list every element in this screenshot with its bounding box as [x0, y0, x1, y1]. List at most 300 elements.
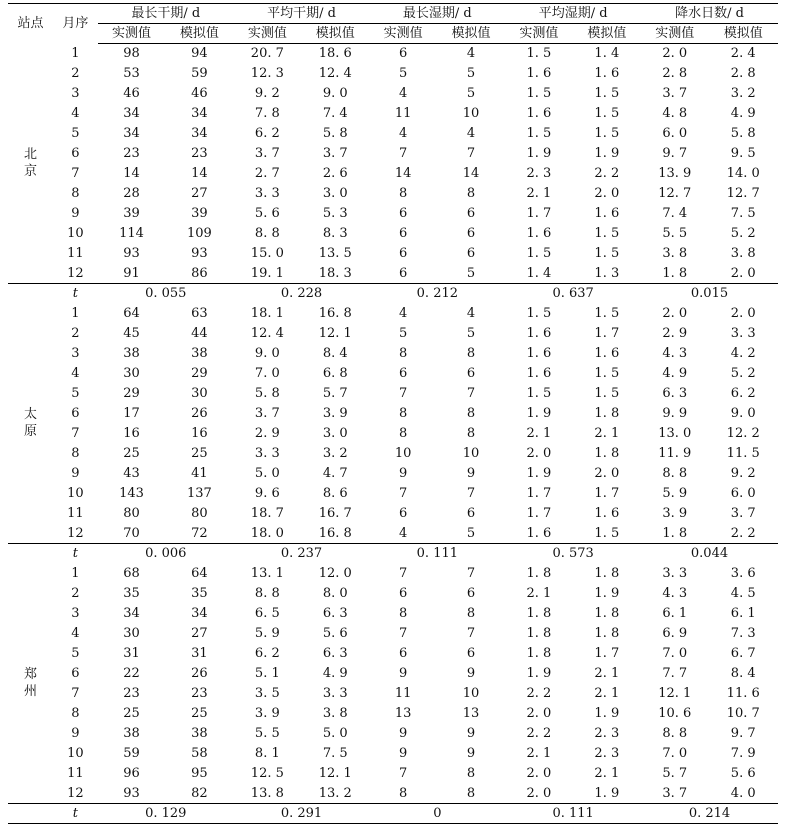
- month-cell: 5: [71, 126, 80, 141]
- observed-cell: 80: [123, 506, 140, 521]
- simulated-cell: 9: [466, 746, 476, 761]
- observed-cell: 6: [398, 366, 408, 381]
- t-label: t: [53, 804, 98, 824]
- simulated-cell: 35: [191, 586, 208, 601]
- month-cell: 7: [71, 686, 80, 701]
- simulated-cell: 9: [466, 466, 476, 481]
- month-cell: 5: [71, 386, 80, 401]
- simulated-cell: 2. 8: [730, 66, 756, 81]
- month-cell: 12: [67, 785, 84, 801]
- simulated-cell: 7. 9: [730, 746, 756, 761]
- table-row: [8, 724, 778, 744]
- simulated-cell: 5. 2: [730, 226, 756, 241]
- observed-cell: 34: [123, 106, 140, 121]
- table-row: [8, 64, 778, 84]
- simulated-cell: 1. 7: [594, 326, 620, 341]
- table-row: [8, 464, 778, 484]
- simulated-cell: 3. 9: [322, 406, 348, 421]
- observed-cell: 13. 9: [658, 166, 692, 181]
- observed-cell: 8: [398, 785, 408, 801]
- t-value: 0. 237: [234, 544, 370, 564]
- blank-cell: [8, 804, 53, 824]
- table-row: [8, 644, 778, 664]
- observed-cell: 8. 1: [254, 746, 280, 761]
- observed-cell: 2. 7: [254, 166, 280, 181]
- simulated-cell: 10. 7: [726, 706, 760, 721]
- observed-cell: 28: [123, 186, 140, 201]
- simulated-cell: 13. 5: [318, 246, 352, 261]
- observed-cell: 8: [398, 186, 408, 201]
- month-cell: 6: [71, 666, 80, 681]
- t-label: t: [53, 544, 98, 564]
- observed-cell: 1. 4: [526, 265, 552, 281]
- table-header: [8, 4, 778, 44]
- simulated-cell: 1. 8: [594, 626, 620, 641]
- observed-cell: 14: [123, 166, 140, 181]
- table-row: [8, 264, 778, 284]
- observed-cell: 30: [123, 366, 140, 381]
- simulated-cell: 5: [466, 326, 476, 341]
- month-cell: 12: [67, 525, 84, 541]
- observed-cell: 18. 0: [250, 525, 284, 541]
- observed-cell: 96: [123, 766, 140, 781]
- simulated-cell: 8: [466, 766, 476, 781]
- simulated-cell: 7: [466, 146, 476, 161]
- observed-cell: 3. 9: [662, 506, 688, 521]
- simulated-cell: 3. 3: [730, 326, 756, 341]
- simulated-cell: 6: [466, 586, 476, 601]
- t-stat-row: [8, 284, 778, 304]
- observed-cell: 2. 2: [526, 686, 552, 701]
- table-row: [8, 304, 778, 324]
- observed-cell: 1. 7: [526, 206, 552, 221]
- month-cell: 6: [71, 406, 80, 421]
- simulated-cell: 6: [466, 226, 476, 241]
- simulated-cell: 10: [462, 106, 480, 121]
- simulated-cell: 26: [191, 666, 208, 681]
- observed-cell: 3. 3: [254, 446, 280, 461]
- observed-cell: 2. 0: [662, 46, 688, 62]
- observed-cell: 1. 6: [526, 525, 552, 541]
- header-month: 月序: [62, 16, 89, 32]
- observed-cell: 6. 3: [662, 386, 688, 401]
- simulated-cell: 44: [191, 326, 208, 341]
- sub-simulated: 模拟值: [573, 24, 641, 44]
- simulated-cell: 82: [191, 785, 208, 801]
- simulated-cell: 9. 0: [322, 86, 348, 101]
- simulated-cell: 7. 4: [322, 106, 348, 121]
- table-row: [8, 784, 778, 804]
- observed-cell: 13. 0: [658, 426, 692, 441]
- observed-cell: 9: [398, 666, 408, 681]
- month-cell: 10: [67, 486, 84, 501]
- simulated-cell: 5: [466, 86, 476, 101]
- sub-simulated: 模拟值: [437, 24, 505, 44]
- observed-cell: 5. 9: [254, 626, 280, 641]
- observed-cell: 7: [398, 566, 408, 581]
- observed-cell: 59: [123, 746, 140, 761]
- observed-cell: 1. 8: [526, 606, 552, 621]
- observed-cell: 8: [398, 426, 408, 441]
- observed-cell: 12. 3: [250, 66, 284, 81]
- observed-cell: 6: [398, 265, 408, 281]
- observed-cell: 6: [398, 206, 408, 221]
- month-cell: 4: [71, 106, 80, 121]
- observed-cell: 4. 3: [662, 586, 688, 601]
- observed-cell: 53: [123, 66, 140, 81]
- simulated-cell: 1. 5: [594, 246, 620, 261]
- simulated-cell: 8: [466, 406, 476, 421]
- table-row: [8, 484, 778, 504]
- observed-cell: 2. 8: [662, 66, 688, 81]
- simulated-cell: 25: [191, 706, 208, 721]
- observed-cell: 11. 9: [658, 446, 692, 461]
- sub-simulated: 模拟值: [301, 24, 369, 44]
- simulated-cell: 8. 6: [322, 486, 348, 501]
- t-value: 0. 637: [505, 284, 641, 304]
- sub-observed: 实测值: [98, 24, 165, 44]
- simulated-cell: 1. 5: [594, 366, 620, 381]
- simulated-cell: 6. 3: [322, 646, 348, 661]
- observed-cell: 1. 8: [526, 626, 552, 641]
- simulated-cell: 11. 6: [726, 686, 760, 701]
- month-cell: 3: [71, 606, 80, 621]
- observed-cell: 23: [123, 146, 140, 161]
- header-mean-wet-spell: 平均湿期/ d: [505, 4, 641, 24]
- table-row: [8, 744, 778, 764]
- sub-simulated: 模拟值: [708, 24, 778, 44]
- observed-cell: 7. 4: [662, 206, 688, 221]
- t-value: 0. 055: [98, 284, 234, 304]
- observed-cell: 7: [398, 146, 408, 161]
- simulated-cell: 18. 3: [318, 265, 352, 281]
- observed-cell: 12. 5: [250, 766, 284, 781]
- observed-cell: 5. 1: [254, 666, 280, 681]
- simulated-cell: 9: [466, 726, 476, 741]
- simulated-cell: 5: [466, 525, 476, 541]
- observed-cell: 34: [123, 606, 140, 621]
- simulated-cell: 1. 6: [594, 506, 620, 521]
- simulated-cell: 14: [462, 166, 480, 181]
- t-value: 0. 111: [369, 544, 505, 564]
- month-cell: 1: [71, 566, 80, 581]
- observed-cell: 34: [123, 126, 140, 141]
- observed-cell: 13. 1: [250, 566, 284, 581]
- observed-cell: 9. 2: [254, 86, 280, 101]
- t-stat-row: [8, 544, 778, 564]
- blank-cell: [8, 544, 53, 564]
- simulated-cell: 4. 7: [322, 466, 348, 481]
- table-row: [8, 524, 778, 544]
- simulated-cell: 26: [191, 406, 208, 421]
- table-row: [8, 84, 778, 104]
- simulated-cell: 1. 5: [594, 386, 620, 401]
- t-value: 0. 291: [234, 804, 370, 824]
- simulated-cell: 5. 6: [730, 766, 756, 781]
- observed-cell: 3. 7: [662, 86, 688, 101]
- t-value: 0. 111: [505, 804, 641, 824]
- table-row: [8, 364, 778, 384]
- table-row: [8, 204, 778, 224]
- simulated-cell: 6. 0: [730, 486, 756, 501]
- simulated-cell: 1. 6: [594, 66, 620, 81]
- simulated-cell: 1. 4: [594, 46, 620, 62]
- sub-observed: 实测值: [234, 24, 301, 44]
- simulated-cell: 1. 5: [594, 106, 620, 121]
- observed-cell: 12. 4: [250, 326, 284, 341]
- simulated-cell: 9. 2: [730, 466, 756, 481]
- observed-cell: 64: [123, 306, 140, 321]
- simulated-cell: 3. 2: [730, 86, 756, 101]
- observed-cell: 5: [398, 326, 408, 341]
- simulated-cell: 6: [466, 506, 476, 521]
- table-row: [8, 344, 778, 364]
- simulated-cell: 8: [466, 785, 476, 801]
- simulated-cell: 1. 5: [594, 306, 620, 321]
- month-cell: 8: [71, 446, 80, 461]
- observed-cell: 1. 6: [526, 346, 552, 361]
- simulated-cell: 12. 4: [318, 66, 352, 81]
- simulated-cell: 3. 3: [322, 686, 348, 701]
- observed-cell: 2. 1: [526, 426, 552, 441]
- t-value: 0. 212: [369, 284, 505, 304]
- simulated-cell: 2. 1: [594, 426, 620, 441]
- simulated-cell: 2. 0: [594, 186, 620, 201]
- observed-cell: 5. 8: [254, 386, 280, 401]
- observed-cell: 93: [123, 785, 140, 801]
- simulated-cell: 7: [466, 566, 476, 581]
- simulated-cell: 13. 2: [318, 785, 352, 801]
- observed-cell: 5. 9: [662, 486, 688, 501]
- simulated-cell: 86: [191, 265, 208, 281]
- table-row: [8, 104, 778, 124]
- simulated-cell: 5. 3: [322, 206, 348, 221]
- simulated-cell: 4. 2: [730, 346, 756, 361]
- observed-cell: 3. 7: [254, 146, 280, 161]
- observed-cell: 6. 1: [662, 606, 688, 621]
- observed-cell: 7: [398, 626, 408, 641]
- observed-cell: 45: [123, 326, 140, 341]
- simulated-cell: 64: [191, 566, 208, 581]
- simulated-cell: 109: [187, 226, 212, 241]
- observed-cell: 9: [398, 746, 408, 761]
- observed-cell: 29: [123, 386, 140, 401]
- simulated-cell: 38: [191, 726, 208, 741]
- simulated-cell: 14: [191, 166, 208, 181]
- simulated-cell: 1. 9: [594, 586, 620, 601]
- simulated-cell: 38: [191, 346, 208, 361]
- simulated-cell: 16. 8: [318, 306, 352, 321]
- simulated-cell: 7. 5: [322, 746, 348, 761]
- observed-cell: 39: [123, 206, 140, 221]
- simulated-cell: 12. 1: [318, 326, 352, 341]
- month-cell: 4: [71, 626, 80, 641]
- observed-cell: 9: [398, 466, 408, 481]
- observed-cell: 1. 6: [526, 226, 552, 241]
- simulated-cell: 3. 8: [730, 246, 756, 261]
- simulated-cell: 3. 6: [730, 566, 756, 581]
- observed-cell: 7. 8: [254, 106, 280, 121]
- simulated-cell: 1. 5: [594, 525, 620, 541]
- month-cell: 8: [71, 706, 80, 721]
- header-station: 站点: [17, 16, 44, 32]
- observed-cell: 43: [123, 466, 140, 481]
- t-value: 0. 214: [641, 804, 778, 824]
- observed-cell: 6: [398, 506, 408, 521]
- observed-cell: 9. 9: [662, 406, 688, 421]
- simulated-cell: 8. 4: [730, 666, 756, 681]
- simulated-cell: 10: [462, 686, 480, 701]
- simulated-cell: 39: [191, 206, 208, 221]
- simulated-cell: 7: [466, 386, 476, 401]
- sub-observed: 实测值: [369, 24, 436, 44]
- observed-cell: 8: [398, 346, 408, 361]
- observed-cell: 2. 0: [526, 766, 552, 781]
- simulated-cell: 63: [191, 306, 208, 321]
- observed-cell: 2. 0: [526, 706, 552, 721]
- observed-cell: 2. 0: [526, 446, 552, 461]
- observed-cell: 2. 0: [526, 785, 552, 801]
- simulated-cell: 4. 0: [730, 785, 756, 801]
- month-cell: 11: [67, 246, 84, 261]
- observed-cell: 143: [119, 486, 144, 501]
- simulated-cell: 29: [191, 366, 208, 381]
- t-value: 0.044: [641, 544, 778, 564]
- simulated-cell: 8: [466, 606, 476, 621]
- simulated-cell: 2. 2: [594, 166, 620, 181]
- header-subrow: [8, 24, 778, 44]
- simulated-cell: 4. 5: [730, 586, 756, 601]
- observed-cell: 8: [398, 406, 408, 421]
- observed-cell: 10. 6: [658, 706, 692, 721]
- observed-cell: 3. 8: [662, 246, 688, 261]
- simulated-cell: 94: [191, 46, 208, 62]
- header-max-dry-spell: 最长干期/ d: [98, 4, 234, 24]
- table-body: [8, 44, 778, 824]
- observed-cell: 38: [123, 726, 140, 741]
- simulated-cell: 58: [191, 746, 208, 761]
- simulated-cell: 1. 9: [594, 706, 620, 721]
- observed-cell: 20. 7: [250, 46, 284, 62]
- simulated-cell: 7: [466, 626, 476, 641]
- observed-cell: 8: [398, 606, 408, 621]
- simulated-cell: 34: [191, 606, 208, 621]
- simulated-cell: 5: [466, 265, 476, 281]
- observed-cell: 5. 5: [662, 226, 688, 241]
- observed-cell: 1. 9: [526, 466, 552, 481]
- simulated-cell: 2. 6: [322, 166, 348, 181]
- simulated-cell: 5. 0: [322, 726, 348, 741]
- simulated-cell: 14. 0: [726, 166, 760, 181]
- table-row: [8, 704, 778, 724]
- table-row: [8, 664, 778, 684]
- simulated-cell: 9. 7: [730, 726, 756, 741]
- observed-cell: 1. 9: [526, 666, 552, 681]
- observed-cell: 2. 1: [526, 186, 552, 201]
- simulated-cell: 8. 4: [322, 346, 348, 361]
- simulated-cell: 9: [466, 666, 476, 681]
- observed-cell: 114: [119, 226, 144, 241]
- simulated-cell: 1. 5: [594, 86, 620, 101]
- sub-observed: 实测值: [505, 24, 572, 44]
- simulated-cell: 4: [466, 126, 476, 141]
- simulated-cell: 2. 1: [594, 766, 620, 781]
- observed-cell: 98: [123, 46, 140, 62]
- simulated-cell: 34: [191, 126, 208, 141]
- month-cell: 9: [71, 466, 80, 481]
- observed-cell: 1. 5: [526, 46, 552, 62]
- month-cell: 2: [71, 326, 80, 341]
- simulated-cell: 72: [191, 525, 208, 541]
- simulated-cell: 1. 6: [594, 206, 620, 221]
- simulated-cell: 3. 2: [322, 446, 348, 461]
- observed-cell: 19. 1: [250, 265, 284, 281]
- observed-cell: 1. 5: [526, 306, 552, 321]
- month-cell: 10: [67, 226, 84, 241]
- observed-cell: 1. 9: [526, 406, 552, 421]
- observed-cell: 3. 5: [254, 686, 280, 701]
- simulated-cell: 8: [466, 346, 476, 361]
- month-cell: 7: [71, 166, 80, 181]
- simulated-cell: 34: [191, 106, 208, 121]
- observed-cell: 4. 8: [662, 106, 688, 121]
- observed-cell: 1. 7: [526, 506, 552, 521]
- observed-cell: 9. 7: [662, 146, 688, 161]
- simulated-cell: 3. 0: [322, 186, 348, 201]
- observed-cell: 35: [123, 586, 140, 601]
- observed-cell: 8. 8: [254, 226, 280, 241]
- t-value: 0. 228: [234, 284, 370, 304]
- header-max-wet-spell: 最长湿期/ d: [369, 4, 505, 24]
- simulated-cell: 4: [466, 46, 476, 62]
- observed-cell: 4. 3: [662, 346, 688, 361]
- simulated-cell: 6: [466, 246, 476, 261]
- header-precip-days: 降水日数/ d: [641, 4, 778, 24]
- observed-cell: 6: [398, 226, 408, 241]
- month-cell: 4: [71, 366, 80, 381]
- observed-cell: 3. 3: [254, 186, 280, 201]
- observed-cell: 1. 5: [526, 86, 552, 101]
- simulated-cell: 6. 1: [730, 606, 756, 621]
- month-cell: 2: [71, 66, 80, 81]
- observed-cell: 7: [398, 766, 408, 781]
- observed-cell: 9: [398, 726, 408, 741]
- observed-cell: 4: [398, 306, 408, 321]
- simulated-cell: 95: [191, 766, 208, 781]
- simulated-cell: 9. 5: [730, 146, 756, 161]
- observed-cell: 13: [394, 706, 412, 721]
- observed-cell: 23: [123, 686, 140, 701]
- simulated-cell: 1. 9: [594, 785, 620, 801]
- table-row: [8, 404, 778, 424]
- simulated-cell: 5. 8: [322, 126, 348, 141]
- month-cell: 2: [71, 586, 80, 601]
- table-row: [8, 424, 778, 444]
- month-cell: 6: [71, 146, 80, 161]
- simulated-cell: 3. 8: [322, 706, 348, 721]
- simulated-cell: 6: [466, 206, 476, 221]
- simulated-cell: 8. 3: [322, 226, 348, 241]
- table-row: [8, 184, 778, 204]
- simulated-cell: 1. 5: [594, 226, 620, 241]
- observed-cell: 17: [123, 406, 140, 421]
- simulated-cell: 2. 1: [594, 666, 620, 681]
- simulated-cell: 2. 3: [594, 726, 620, 741]
- simulated-cell: 1. 5: [594, 126, 620, 141]
- month-cell: 7: [71, 426, 80, 441]
- table-row: [8, 764, 778, 784]
- simulated-cell: 12. 1: [318, 766, 352, 781]
